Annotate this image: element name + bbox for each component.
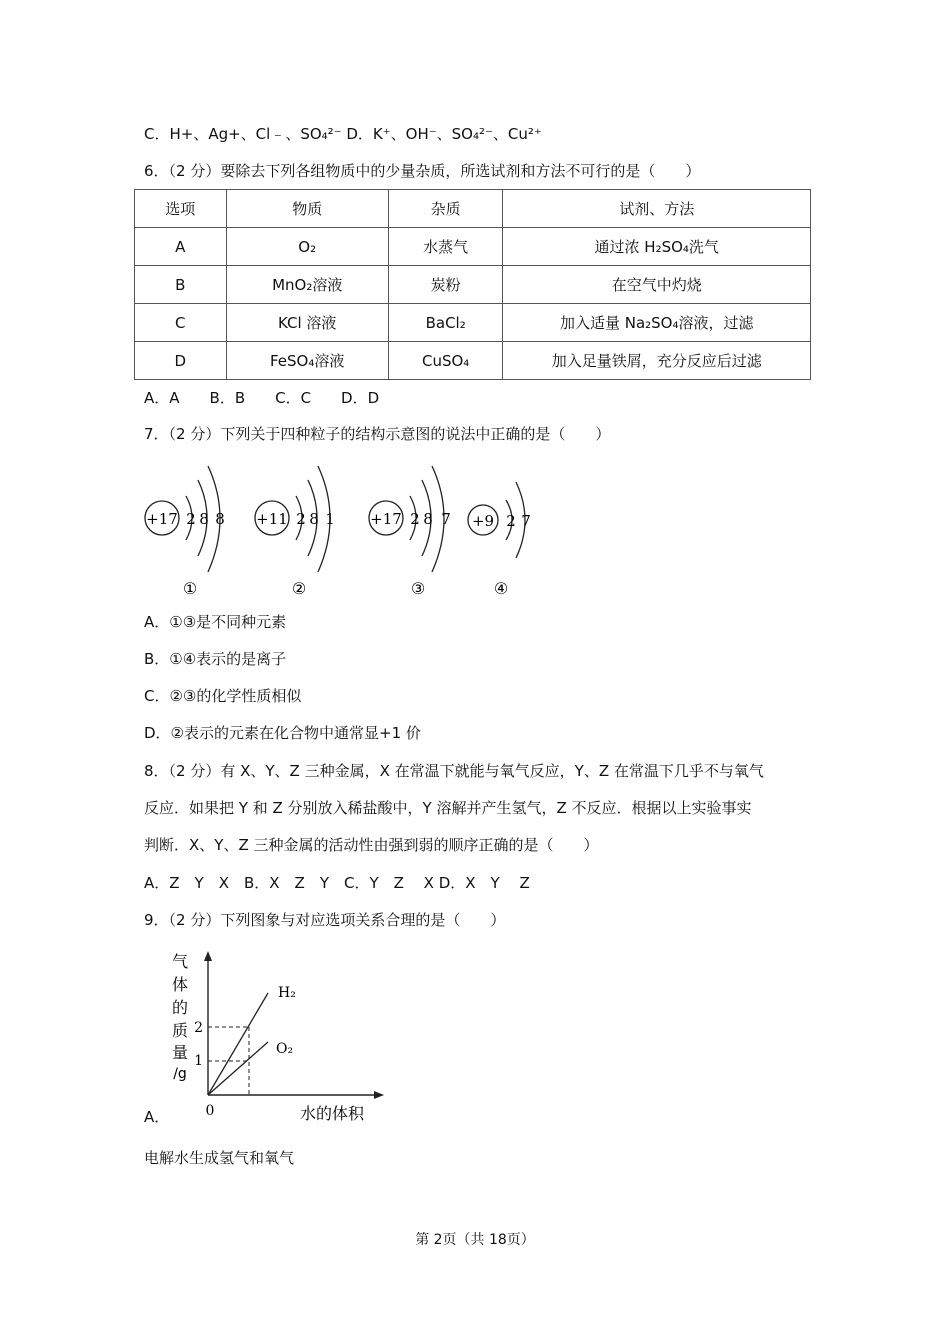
table-cell: 加入足量铁屑，充分反应后过滤 — [503, 342, 811, 380]
header-cell: 试剂、方法 — [503, 190, 811, 228]
y-tick-label: 2 — [194, 1020, 203, 1036]
table-row — [135, 304, 811, 342]
shell-electrons: 2 — [296, 510, 306, 528]
header-cell: 物质 — [226, 190, 388, 228]
atom-label: ④ — [493, 579, 509, 598]
table-row — [135, 266, 811, 304]
h2-line — [208, 993, 268, 1095]
q9-caption: 电解水生成氢气和氧气 — [144, 1149, 295, 1167]
q7-option-b: B．①④表示的是离子 — [144, 650, 287, 668]
table-cell: C — [135, 304, 227, 342]
shell-electrons: 1 — [325, 510, 335, 528]
table-header-row — [135, 190, 811, 228]
atom-label: ① — [182, 579, 198, 598]
header-cell: 选项 — [135, 190, 227, 228]
nucleus-charge: +11 — [256, 510, 288, 528]
table-row — [135, 342, 811, 380]
q9-graph-a — [160, 945, 400, 1130]
atom-label: ② — [291, 579, 307, 598]
h2-series-label: H₂ — [278, 985, 296, 1001]
shell-electrons: 7 — [521, 512, 531, 530]
y-axis-label-char: 体 — [171, 975, 189, 994]
table-cell: 炭粉 — [388, 266, 503, 304]
q9-stem: 9．（2 分）下列图象与对应选项关系合理的是（ ） — [144, 911, 506, 929]
y-axis-label-char: 气 — [171, 952, 189, 971]
table-cell: O₂ — [226, 228, 388, 266]
shell-electrons: 2 — [186, 510, 196, 528]
y-axis-label-char: 的 — [171, 998, 189, 1017]
table-cell: 加入适量 Na₂SO₄溶液，过滤 — [503, 304, 811, 342]
table-cell: BaCl₂ — [388, 304, 503, 342]
nucleus-charge: +17 — [146, 510, 178, 528]
y-axis-label-char: 量 — [171, 1043, 189, 1062]
table-cell: 通过浓 H₂SO₄洗气 — [503, 228, 811, 266]
y-tick-label: 1 — [194, 1053, 203, 1069]
q8-options: A．Z Y X B．X Z Y C．Y Z X D．X Y Z — [144, 874, 530, 892]
q9-option-a-label: A． — [144, 1108, 170, 1126]
nucleus-charge: +17 — [370, 510, 402, 528]
table-cell: A — [135, 228, 227, 266]
y-axis-label-char: 质 — [171, 1021, 189, 1040]
table-cell: KCl 溶液 — [226, 304, 388, 342]
shell-electrons: 8 — [215, 510, 225, 528]
table-cell: FeSO₄溶液 — [226, 342, 388, 380]
table-cell: 水蒸气 — [388, 228, 503, 266]
atom-diagram-4 — [464, 460, 544, 600]
shell-electrons: 8 — [199, 510, 209, 528]
table-cell: D — [135, 342, 227, 380]
q7-option-d: D．②表示的元素在化合物中通常显+1 价 — [144, 724, 421, 742]
table-row — [135, 228, 811, 266]
atom-diagram-1 — [140, 460, 240, 600]
nucleus-charge: +9 — [471, 512, 495, 530]
y-axis-label-char: /g — [173, 1066, 187, 1082]
q8-stem-line2: 反应．如果把 Y 和 Z 分别放入稀盐酸中，Y 溶解并产生氢气，Z 不反应．根据以上实验事实 — [144, 799, 752, 817]
atom-label: ③ — [410, 579, 426, 598]
shell-electrons: 8 — [423, 510, 433, 528]
q6-table — [134, 189, 811, 380]
q8-stem-line1: 8．（2 分）有 X、Y、Z 三种金属，X 在常温下就能与氧气反应，Y、Z 在常温下几乎不与氧气 — [144, 762, 764, 780]
q7-stem: 7．（2 分）下列关于四种粒子的结构示意图的说法中正确的是（ ） — [144, 425, 611, 443]
page-footer: 第 2页（共 18页） — [415, 1232, 535, 1248]
o2-line — [208, 1042, 268, 1095]
o2-series-label: O₂ — [276, 1041, 294, 1057]
atom-diagram-3 — [366, 460, 466, 600]
atom-diagram-2 — [252, 460, 352, 600]
table-cell: B — [135, 266, 227, 304]
q7-option-c: C．②③的化学性质相似 — [144, 687, 302, 705]
shell-electrons: 7 — [441, 510, 451, 528]
shell-electrons: 8 — [309, 510, 319, 528]
table-cell: CuSO₄ — [388, 342, 503, 380]
table-cell: MnO₂溶液 — [226, 266, 388, 304]
q6-options: A．A B．B C．C D．D — [144, 389, 380, 407]
shell-electrons: 2 — [506, 512, 516, 530]
q8-stem-line3: 判断．X、Y、Z 三种金属的活动性由强到弱的顺序正确的是（ ） — [144, 836, 599, 854]
x-axis-label: 水的体积 — [299, 1104, 365, 1123]
origin-label: 0 — [205, 1103, 215, 1119]
table-cell: 在空气中灼烧 — [503, 266, 811, 304]
header-cell: 杂质 — [388, 190, 503, 228]
shell-electrons: 2 — [410, 510, 420, 528]
q5-options-cd: C．H+、Ag+、Cl﹣、SO₄²⁻ D．K⁺、OH⁻、SO₄²⁻、Cu²⁺ — [144, 125, 542, 143]
q6-stem: 6．（2 分）要除去下列各组物质中的少量杂质，所选试剂和方法不可行的是（ ） — [144, 162, 701, 180]
q7-option-a: A．①③是不同种元素 — [144, 613, 287, 631]
